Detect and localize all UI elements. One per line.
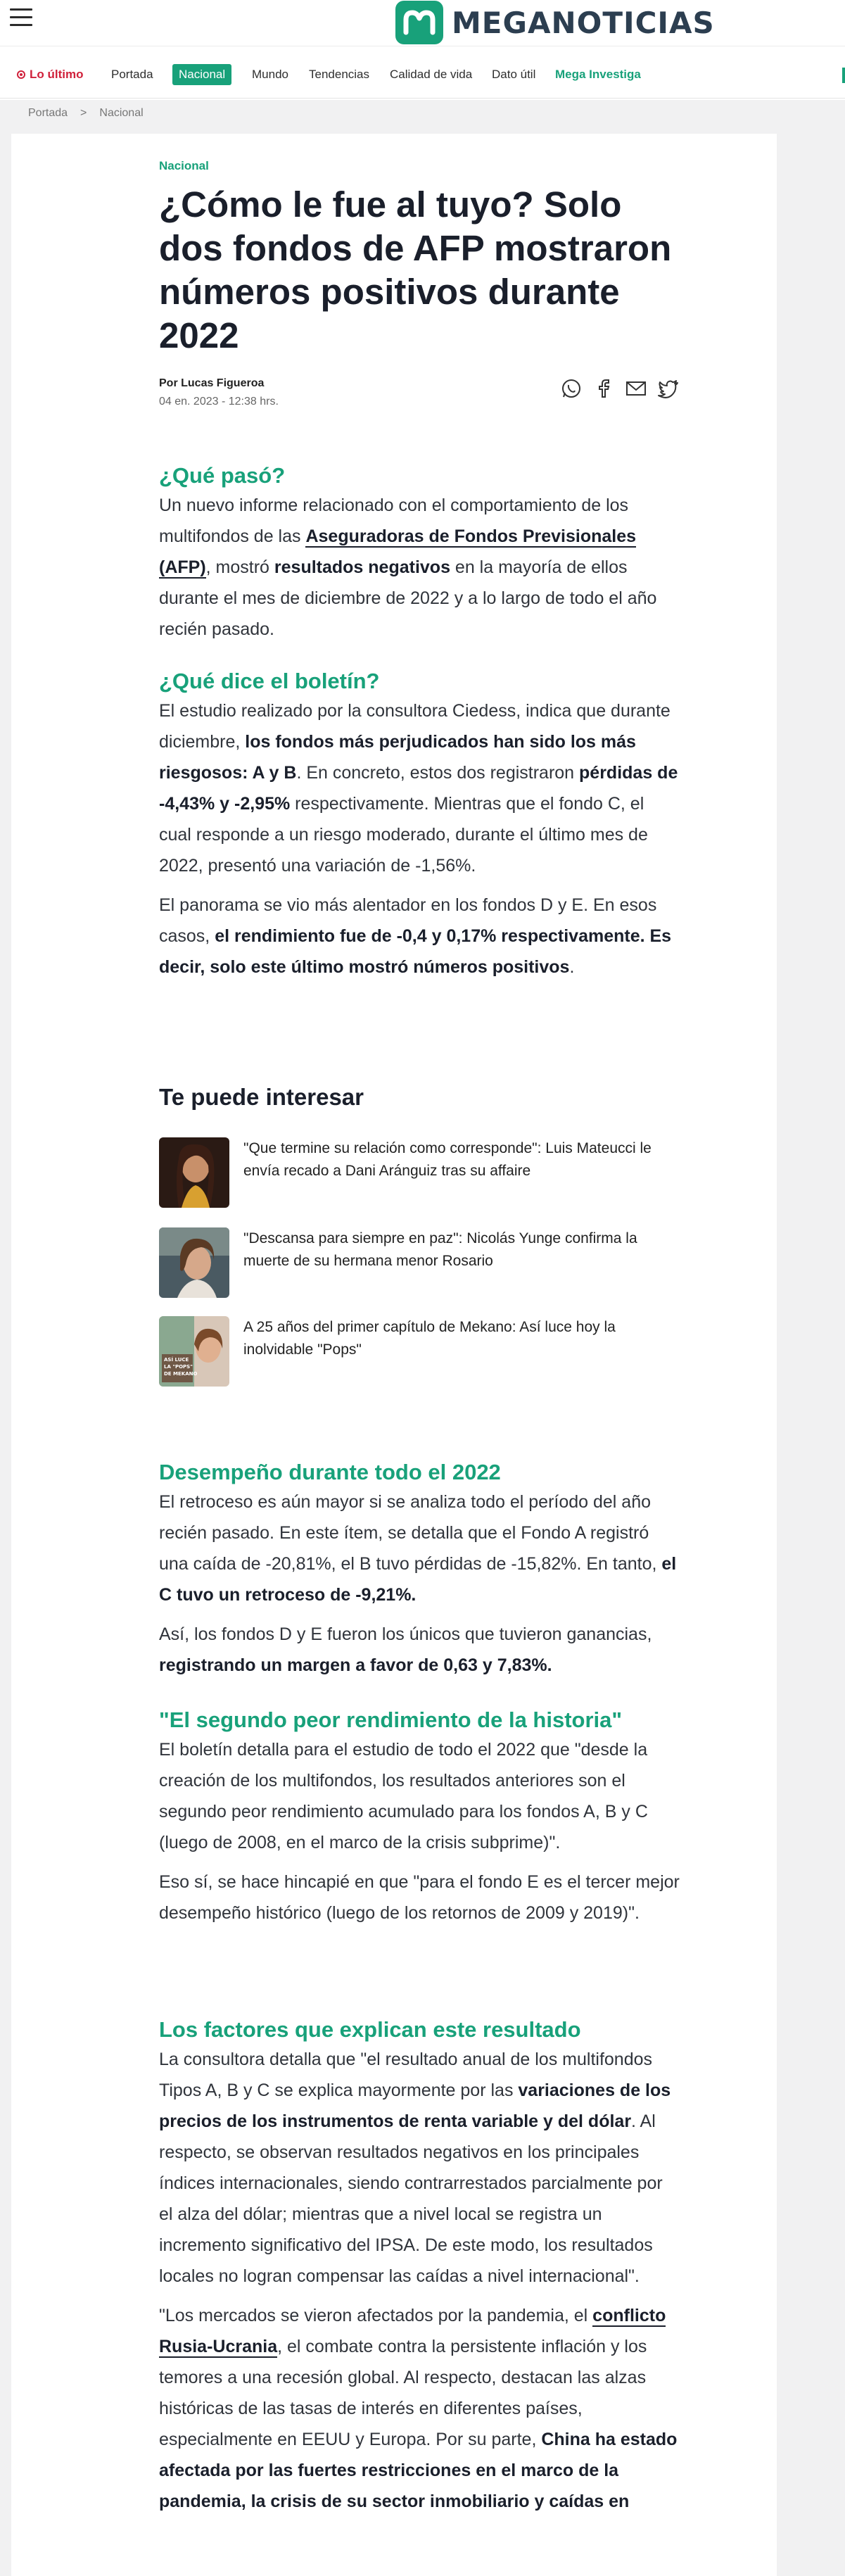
related-headline: A 25 años del primer capítulo de Mekano: Así luce hoy la inolvidable "Pops" xyxy=(243,1319,616,1358)
section-factores xyxy=(159,2016,680,2517)
twitter-icon[interactable] xyxy=(657,377,680,400)
section-heading: ¿Qué pasó? xyxy=(159,463,286,488)
text-run: respectivamente. Mientras que el fondo C, el cual responde a un riesgo moderado, durante el último mes de 2022, presentó una variación de -1,56%. xyxy=(159,794,648,876)
related-headline: "Descansa para siempre en paz": Nicolás Yunge confirma la muerte de su hermana menor Rosario xyxy=(243,1230,637,1269)
nav-item-mega-investiga[interactable]: Mega Investiga xyxy=(555,68,641,81)
text-run: , mostró xyxy=(205,557,274,577)
text-run: La consultora detalla que "el resultado anual de los multifondos Tipos A, B y C se explica mayormente por las xyxy=(159,2050,653,2100)
text-run: Un nuevo informe relacionado con el comportamiento de los multifondos de las xyxy=(159,495,629,546)
section-heading: "El segundo peor rendimiento de la historia" xyxy=(159,1707,623,1732)
nav-item-tendencias[interactable]: Tendencias xyxy=(309,68,370,81)
text-run: El panorama se vio más alentador en los fondos D y E. En esos casos, xyxy=(159,895,657,946)
paragraph xyxy=(159,1619,680,1681)
text-run: en la mayoría de ellos durante el mes de diciembre de 2022 y a lo largo de todo el año recién pasado. xyxy=(159,557,657,639)
section-desempeno-2022 xyxy=(159,1458,680,1681)
nav-item-mundo[interactable]: Mundo xyxy=(252,68,288,81)
whatsapp-icon[interactable] xyxy=(560,377,583,400)
related-section xyxy=(159,1084,680,1111)
paragraph xyxy=(159,2044,680,2292)
bold-text: variaciones de los precios de los instrumentos de renta variable y del dólar xyxy=(159,2081,671,2131)
related-thumbnail xyxy=(159,1316,229,1387)
section-heading: ¿Qué dice el boletín? xyxy=(159,669,380,693)
bold-text: el C tuvo un retroceso de -9,21%. xyxy=(159,1554,677,1605)
text-run: . xyxy=(569,957,575,977)
section-que-paso xyxy=(159,462,680,645)
nav-item-lo-ultimo[interactable] xyxy=(17,68,83,82)
text-run: , el combate contra la persistente inflación y los temores a una recesión global. Al respecto, destacan las alzas históricas de las tasas de interés en diferentes países, especialmente en EEUU y Europa. Por su parte, xyxy=(159,2337,647,2449)
article-author[interactable]: Por Lucas Figueroa xyxy=(159,377,265,389)
nav-live-label: Lo último xyxy=(30,68,84,81)
share-buttons xyxy=(560,377,680,400)
svg-text:LA "POPS": LA "POPS" xyxy=(164,1364,193,1370)
section-que-dice-boletin xyxy=(159,667,680,983)
bold-text: resultados negativos xyxy=(274,557,450,577)
logo-mark-icon xyxy=(395,1,443,44)
main-nav xyxy=(0,55,845,99)
afp-link[interactable]: Aseguradoras de Fondos Previsionales (AFP) xyxy=(159,526,637,577)
conflicto-link[interactable]: conflicto Rusia-Ucrania xyxy=(159,2306,666,2356)
nav-item-dato-util[interactable]: Dato útil xyxy=(492,68,536,81)
paragraph: Eso sí, se hace hincapié en que "para el fondo E es el tercer mejor desempeño histórico (luego de los retornos de 2009 y 2019)". xyxy=(159,1872,680,1923)
related-thumbnail xyxy=(159,1137,229,1208)
svg-text:DE MEKANO: DE MEKANO xyxy=(164,1371,198,1377)
breadcrumb-home[interactable]: Portada xyxy=(28,107,68,119)
paragraph xyxy=(159,890,680,983)
breadcrumb xyxy=(0,100,845,125)
article-date: 04 en. 2023 - 12:38 hrs. xyxy=(159,396,279,408)
article-title: ¿Cómo le fue al tuyo? Solo dos fondos de AFP mostraron números positivos durante 2022 xyxy=(159,184,672,355)
bold-text: los fondos más perjudicados han sido los más riesgosos: A y B xyxy=(159,732,636,783)
live-dot-icon xyxy=(17,70,25,79)
text-run: . Al respecto, se observan resultados negativos en los principales índices internacionales, siendo contrarrestados parcialmente por el alza del dólar; mientras que a nivel local se registra un incremento significativo del IPSA. De este modo, los resultados locales no logran compensar las caídas a nivel internacional". xyxy=(159,2111,663,2286)
site-header xyxy=(0,0,845,46)
text-run: . En concreto, estos dos registraron xyxy=(296,763,580,783)
bold-text: el rendimiento fue de -0,4 y 0,17% respectivamente. Es decir, solo este último mostró números positivos xyxy=(159,926,672,977)
paragraph: El boletín detalla para el estudio de todo el 2022 que "desde la creación de los multifondos, los resultados anteriores son el segundo peor rendimiento acumulado para los fondos A, B y C (luego de 2008, en el marco de la crisis subprime)". xyxy=(159,1740,648,1852)
section-heading: Los factores que explican este resultado xyxy=(159,2017,581,2042)
article-section-tag[interactable]: Nacional xyxy=(159,159,209,172)
related-item[interactable] xyxy=(159,1137,680,1208)
paragraph xyxy=(159,695,680,881)
paragraph xyxy=(159,2300,680,2517)
site-logo[interactable] xyxy=(395,1,715,44)
section-heading: Desempeño durante todo el 2022 xyxy=(159,1460,501,1484)
nav-item-nacional[interactable]: Nacional xyxy=(172,64,231,85)
svg-text:ASÍ LUCE: ASÍ LUCE xyxy=(164,1357,189,1363)
related-item[interactable] xyxy=(159,1316,680,1387)
paragraph xyxy=(159,1486,680,1610)
related-title: Te puede interesar xyxy=(159,1084,364,1110)
facebook-icon[interactable] xyxy=(592,377,615,400)
related-item[interactable] xyxy=(159,1227,680,1298)
breadcrumb-current[interactable]: Nacional xyxy=(99,107,144,119)
paragraph xyxy=(159,490,680,645)
bold-text: pérdidas de -4,43% y -2,95% xyxy=(159,763,678,814)
breadcrumb-separator: > xyxy=(80,107,87,119)
logo-text: MEGANOTICIAS xyxy=(452,5,715,40)
section-segundo-peor-rendimiento xyxy=(159,1706,680,1928)
menu-icon[interactable] xyxy=(10,8,32,28)
nav-item-calidad-de-vida[interactable]: Calidad de vida xyxy=(390,68,473,81)
email-icon[interactable] xyxy=(625,377,647,400)
nav-item-portada[interactable]: Portada xyxy=(111,68,153,81)
article-header xyxy=(159,159,680,419)
text-run: El estudio realizado por la consultora Ciedess, indica que durante diciembre, xyxy=(159,701,671,752)
bold-text: China ha estado afectada por las fuertes restricciones en el marco de la pandemia, la crisis de su sector inmobiliario y caídas en xyxy=(159,2430,678,2511)
nav-scroll-indicator xyxy=(842,68,845,83)
text-run: Así, los fondos D y E fueron los únicos que tuvieron ganancias, xyxy=(159,1624,652,1644)
bold-text: registrando un margen a favor de 0,63 y 7,83%. xyxy=(159,1655,552,1675)
text-run: "Los mercados se vieron afectados por la pandemia, el xyxy=(159,2306,593,2325)
related-thumbnail xyxy=(159,1227,229,1298)
related-headline: "Que termine su relación como corresponde": Luis Mateucci le envía recado a Dani Aránguiz tras su affaire xyxy=(243,1140,652,1179)
text-run: El retroceso es aún mayor si se analiza todo el período del año recién pasado. En este ítem, se detalla que el Fondo A registró una caída de -20,81%, el B tuvo pérdidas de -15,82%. En tanto, xyxy=(159,1492,662,1574)
byline xyxy=(159,377,680,419)
